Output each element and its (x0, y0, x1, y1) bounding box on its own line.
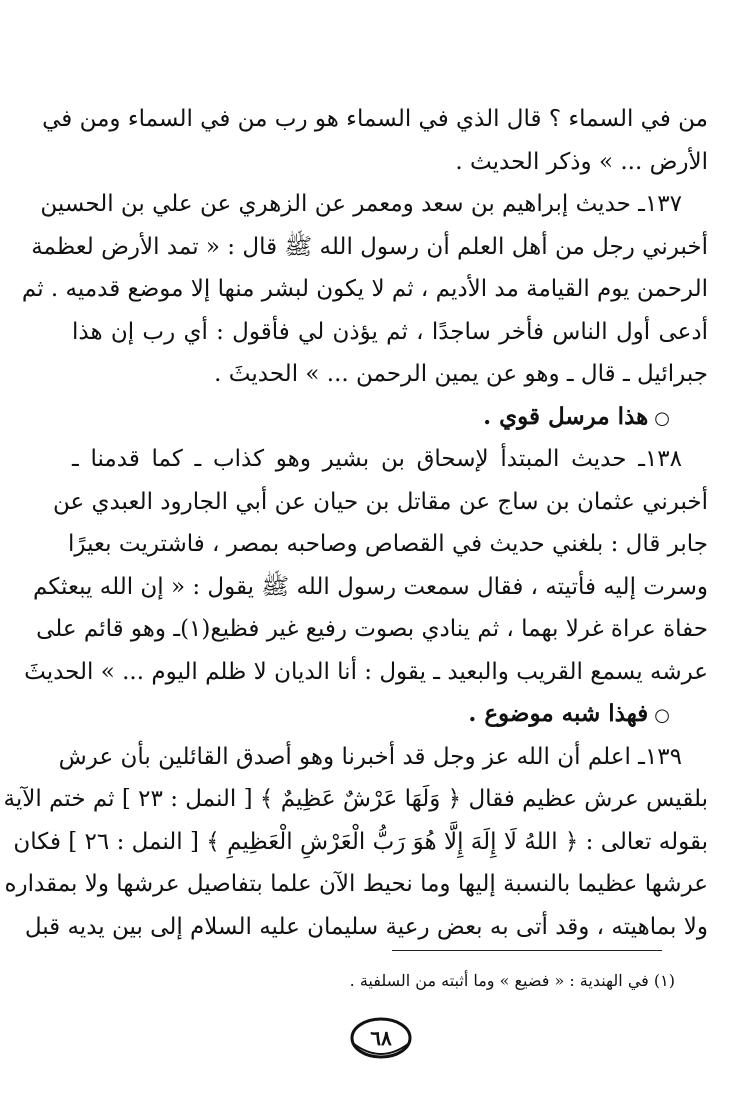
body-text (3, 98, 708, 948)
text-line: حفاة عراة غرلا بهما ، ثم ينادي بصوت رفيع غير فظيع(١)ـ وهو قائم على (36, 616, 708, 642)
text-line: أخبرني عثمان بن ساج عن مقاتل بن حيان عن أبي الجارود العبدي عن (52, 488, 708, 515)
grade-text: هذا مرسل قوي . (483, 402, 649, 430)
grade-text: فهذا شبه موضوع . (468, 700, 649, 727)
text-line: بلقيس عرش عظيم فقال ﴿ وَلَهَا عَرْشٌ عَظِيمٌ ﴾ [ النمل : ٢٣ ] ثم ختم الآية (3, 786, 708, 812)
text-line: عرشها عظيما بالنسبة إليها وما نحيط الآن علما بتفاصيل عرشها ولا بمقداره (4, 871, 708, 897)
hadith-137-heading: ١٣٧ـ حديث إبراهيم بن سعد ومعمر عن الزهري عن علي بن الحسين (40, 191, 682, 217)
text-line: الرحمن يوم القيامة مد الأديم ، ثم لا يكون لبشر منها إلا موضع قدميه . ثم (21, 276, 708, 302)
text-line: أدعى أول الناس فأخر ساجدًا ، ثم يؤذن لي فأقول : أي رب إن هذا (72, 318, 708, 345)
text-line: من في السماء ؟ قال الذي في السماء هو رب من في السماء ومن في (42, 106, 708, 132)
text-line: أخبرني رجل من أهل العلم أن رسول الله ﷺ قال : « تمد الأرض لعظمة (31, 233, 708, 260)
paragraph-139-heading: ١٣٩ـ اعلم أن الله عز وجل قد أخبرنا وهو أصدق القائلين بأن عرش (58, 743, 682, 770)
circle-bullet-icon: ○ (654, 705, 670, 726)
text-line: الأرض ... » وذكر الحديث . (455, 148, 708, 175)
grade-note-138 (72, 693, 708, 736)
footnote: (١) في الهندية : « فضيع » وما أثبته من السلفية . (349, 971, 675, 990)
page-number: ٦٨ (370, 1026, 392, 1050)
text-line: جابر قال : بلغني حديث في القصاص وصاحبه بمصر ، فاشتريت بعيرًا (68, 531, 708, 557)
text-line: عرشه يسمع القريب والبعيد ـ يقول : أنا الديان لا ظلم اليوم ... » الحديثَ (24, 658, 708, 685)
hadith-138-heading: ١٣٨ـ حديث المبتدأ لإسحاق بن بشير وهو كذاب ـ كما قدمنا ـ (72, 446, 682, 472)
text-line: بقوله تعالى : ﴿ اللهُ لَا إِلَهَ إِلَّا هُوَ رَبُّ الْعَرْشِ الْعَظِيمِ ﴾ [ النمل : ٢٦ ] فكان (13, 828, 708, 855)
page-number-badge (348, 1014, 414, 1062)
circle-bullet-icon: ○ (654, 407, 670, 429)
text-line: جبرائيل ـ قال ـ وهو عن يمين الرحمن ... » الحديثَ . (214, 361, 708, 387)
grade-note-137 (72, 396, 708, 439)
footnote-divider (392, 950, 662, 951)
text-line: ولا بماهيته ، وقد أتى به بعض رعية سليمان عليه السلام إلى بين يديه قبل (24, 913, 708, 940)
text-line: وسرت إليه فأتيته ، فقال سمعت رسول الله ﷺ يقول : « إن الله يبعثكم (33, 573, 708, 600)
